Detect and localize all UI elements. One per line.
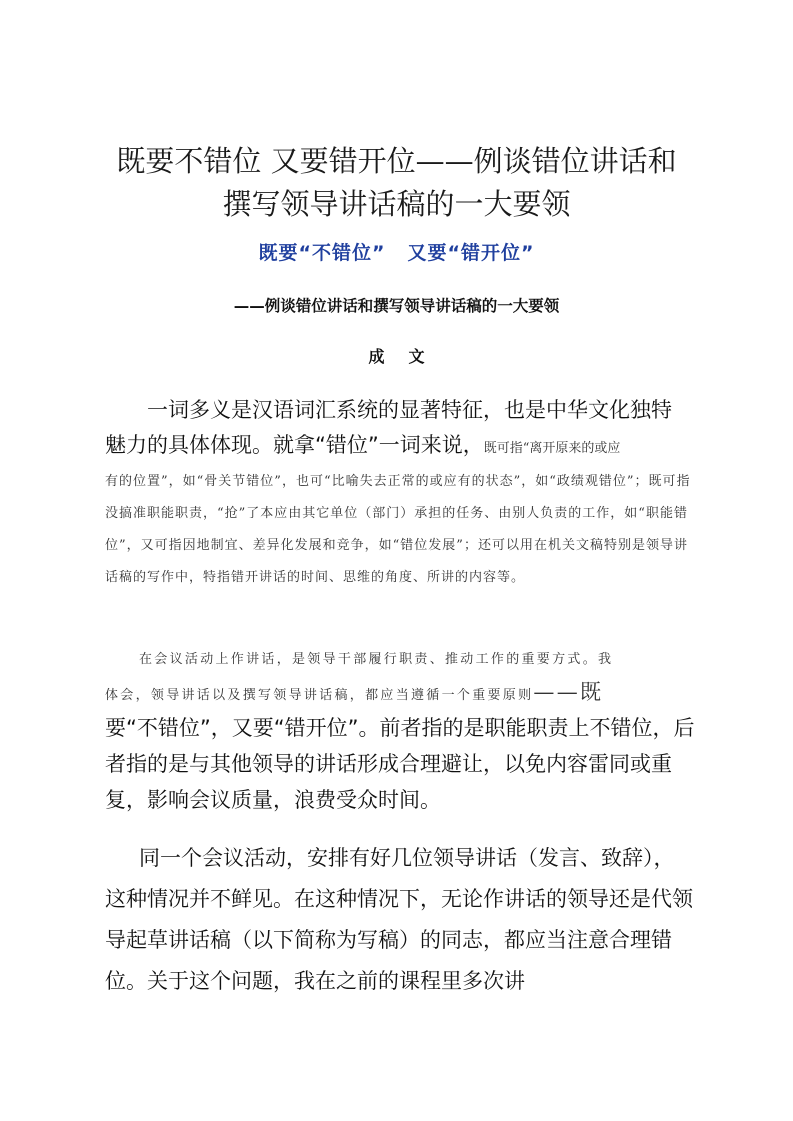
p1-small-tail: 既可指“离开原来的或应: [483, 441, 621, 456]
sub-heading: ——例谈错位讲话和撰写领导讲话稿的一大要领: [233, 297, 560, 315]
p1-line-1: 一词多义是汉语词汇系统的显著特征，也是中华文化独特: [147, 398, 672, 422]
heading-part-1: 既要“不错位”: [258, 242, 386, 264]
p1-line-2: 魅力的具体体现。就拿“错位”一词来说，: [105, 433, 484, 457]
document-title: [60, 140, 733, 226]
paragraph-2: [105, 646, 695, 818]
p1-small-body: 有的位置”，如“骨关节错位”，也可“比喻失去正常的或应有的状态”，如“政绩观错位”；既可指没搞准职能职责，“抢”了本应由其它单位（部门）承担的任务、由别人负责的工作，如“职能错位”，又可指因地制宜、差异化发展和竞争，如“错位发展”；还可以用在机关文稿特别是领导讲话稿的写作中，特指错开讲话的时间、思维的角度、所讲的内容等。: [105, 474, 691, 585]
title-line-2: 撰写领导讲话稿的一大要领: [222, 187, 571, 221]
p2-large-tail: ——既: [533, 680, 604, 704]
p2-small-line-2: 体会，领导讲话以及撰写领导讲话稿，都应当遵循一个重要原则: [105, 688, 534, 703]
title-line-1: 既要不错位 又要错开位——例谈错位讲话和: [116, 144, 677, 178]
paragraph-3: 同一个会议活动，安排有好几位领导讲话（发言、致辞），这种情况并不鲜见。在这种情况下，无论作讲话的领导还是代领导起草讲话稿（以下简称为写稿）的同志，都应当注意合理错位。关于这个问题，我在之前的课程里多次讲: [105, 846, 693, 993]
highlight-heading: [0, 238, 793, 265]
p2-small-line-1: 在会议活动上作讲话，是领导干部履行职责、推动工作的重要方式。我: [139, 652, 614, 667]
heading-part-2: 又要“错开位”: [407, 242, 535, 264]
author-name: 成文: [368, 347, 449, 366]
paragraph-1: [105, 392, 695, 594]
p2-large-body: 要“不错位”，又要“错开位”。前者指的是职能职责上不错位，后者指的是与其他领导的讲话形成合理避让，以免内容雷同或重复，影响会议质量，浪费受众时间。: [105, 716, 695, 812]
